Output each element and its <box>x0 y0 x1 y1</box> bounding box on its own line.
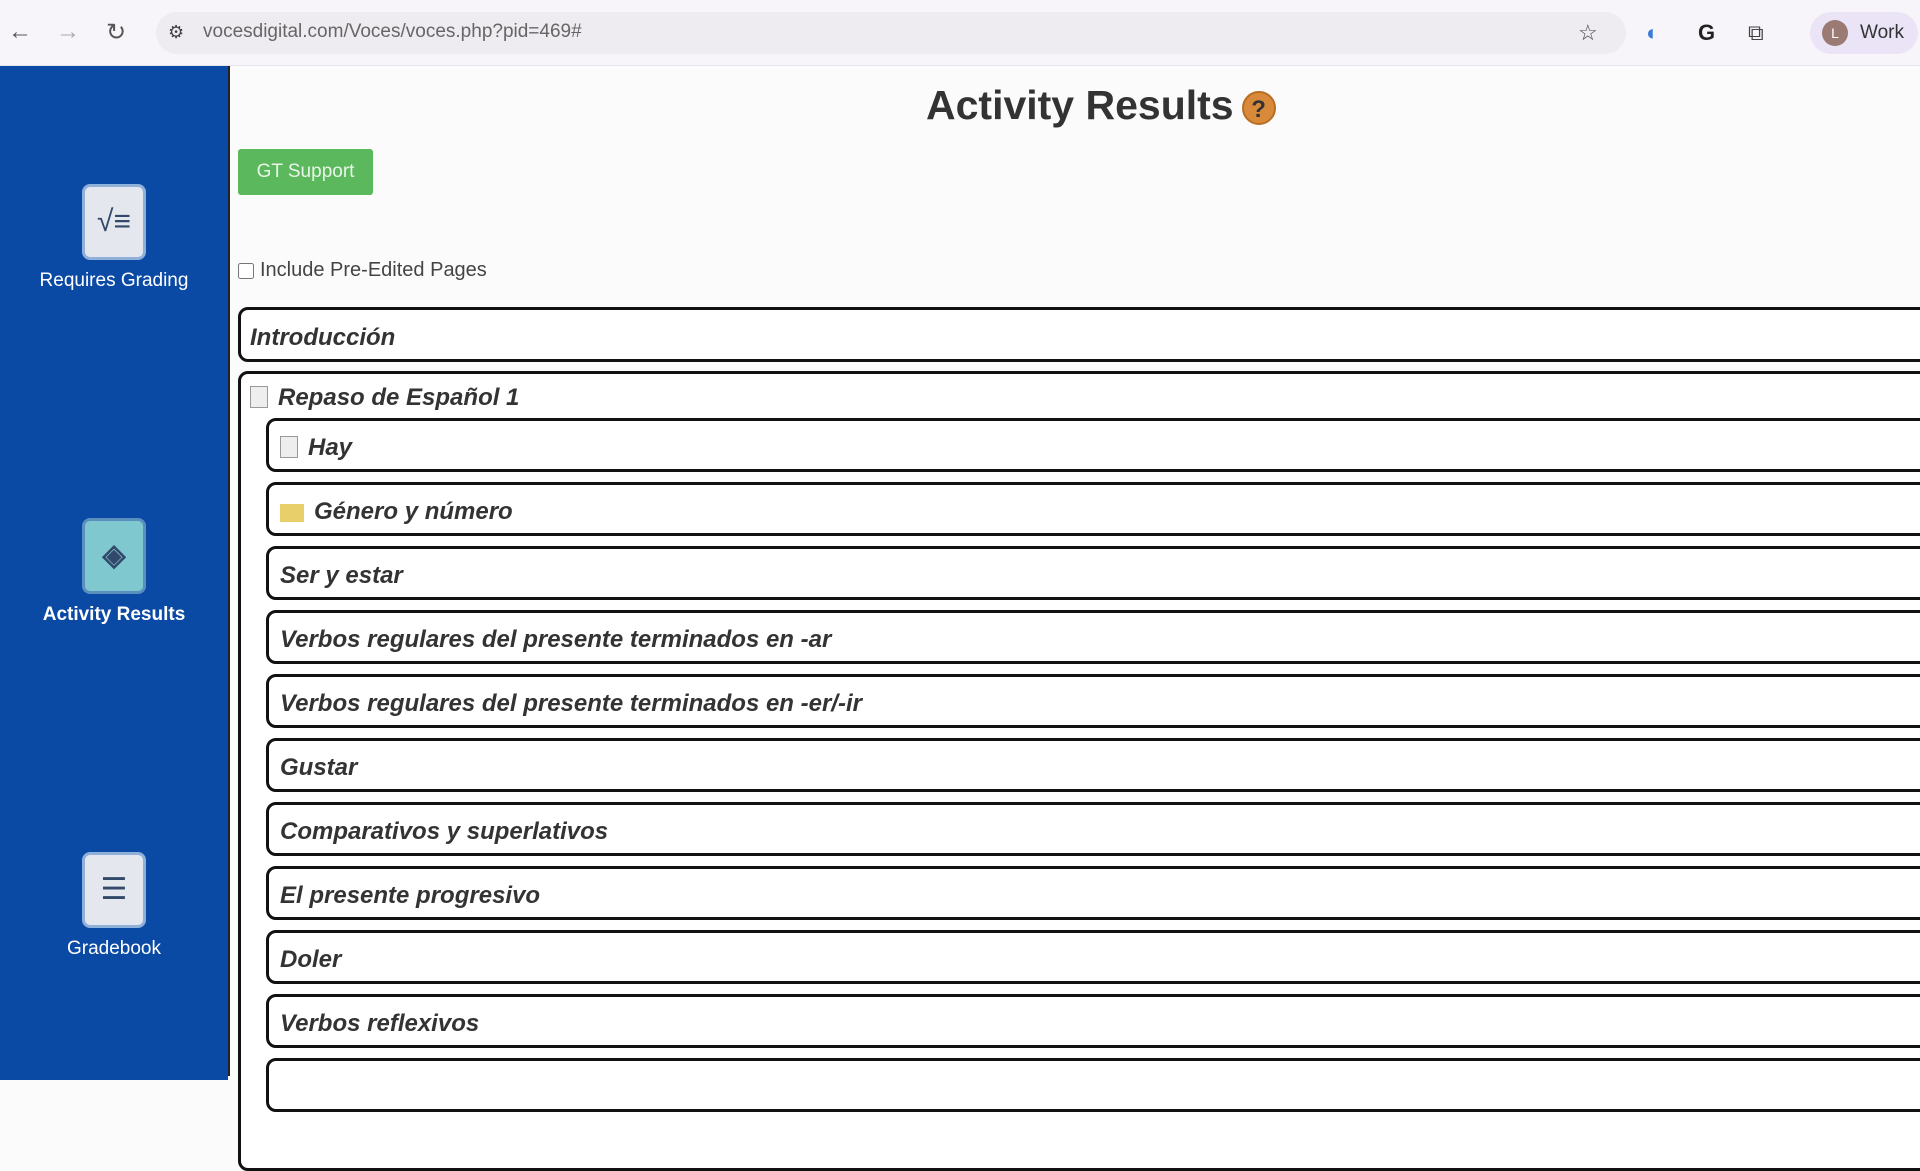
page-title <box>926 82 1276 129</box>
sidebar-item-label: Activity Results <box>42 604 186 625</box>
back-icon[interactable]: ← <box>8 18 32 45</box>
list-item[interactable] <box>266 482 1920 536</box>
list-item[interactable] <box>266 674 1920 728</box>
list-item-label: Género y número <box>314 498 513 525</box>
list-item[interactable] <box>266 930 1920 984</box>
extensions-puzzle-icon[interactable]: ⧉ <box>1748 20 1764 45</box>
list-item[interactable] <box>266 418 1920 472</box>
list-item-label: Comparativos y superlativos <box>280 818 609 845</box>
include-pre-edited-input[interactable] <box>238 263 254 279</box>
list-item-label: Verbos reflexivos <box>280 1010 480 1037</box>
profile-label: Work <box>1860 22 1904 43</box>
url-text[interactable] <box>203 21 582 43</box>
section-label: Introducción <box>250 324 396 351</box>
list-item-label: Ser y estar <box>280 562 403 589</box>
list-item-label: Hay <box>308 434 353 461</box>
include-pre-edited-label: Include Pre-Edited Pages <box>260 259 487 281</box>
sidebar-item-requires-grading[interactable] <box>0 184 228 292</box>
list-item[interactable] <box>266 738 1920 792</box>
help-icon[interactable]: ? <box>1242 91 1276 125</box>
avatar: L <box>1822 20 1848 46</box>
forward-icon[interactable]: → <box>56 18 80 45</box>
grading-notepad-icon: √≡ <box>82 184 146 260</box>
group-label: Repaso de Español 1 <box>278 384 520 411</box>
stack-layers-icon: ◈ <box>82 518 146 594</box>
include-pre-edited-checkbox[interactable] <box>238 259 487 282</box>
list-item[interactable] <box>266 866 1920 920</box>
list-item-label: Doler <box>280 946 342 973</box>
gt-support-button[interactable]: GT Support <box>238 149 373 195</box>
url-path: /Voces/voces.php?pid=469# <box>343 21 582 42</box>
section-introduccion[interactable] <box>238 307 1920 362</box>
list-item-label: Verbos regulares del presente terminados en -er/-ir <box>280 690 862 717</box>
list-item-label: El presente progresivo <box>280 882 541 909</box>
group-header[interactable] <box>250 384 519 412</box>
page-icon <box>280 436 298 458</box>
extension-lock-icon[interactable]: ◐ <box>1646 20 1660 45</box>
list-item[interactable] <box>266 1058 1920 1112</box>
list-item[interactable] <box>266 610 1920 664</box>
gradebook-icon: ☰ <box>82 852 146 928</box>
sidebar-item-gradebook[interactable] <box>0 852 228 960</box>
sidebar-item-label: Requires Grading <box>39 270 189 291</box>
list-item[interactable] <box>266 802 1920 856</box>
sidebar <box>0 66 228 1080</box>
list-item[interactable] <box>266 546 1920 600</box>
main-content <box>228 66 1920 1076</box>
page-icon <box>250 386 268 408</box>
list-item-label: Gustar <box>280 754 358 781</box>
bookmark-star-icon[interactable]: ☆ <box>1578 20 1598 45</box>
sidebar-item-activity-results[interactable] <box>0 518 228 626</box>
page-title-text: Activity Results <box>926 82 1234 128</box>
url-host: vocesdigital.com <box>203 21 344 42</box>
list-item[interactable] <box>266 994 1920 1048</box>
extension-g-icon[interactable]: G <box>1698 20 1716 45</box>
reload-icon[interactable]: ↻ <box>106 19 127 46</box>
browser-toolbar <box>0 0 1920 66</box>
sidebar-item-label: Gradebook <box>66 938 161 959</box>
list-item-label: Verbos regulares del presente terminados en -ar <box>280 626 832 653</box>
site-settings-icon[interactable]: ⚙ <box>168 22 185 42</box>
folder-icon <box>280 504 304 522</box>
